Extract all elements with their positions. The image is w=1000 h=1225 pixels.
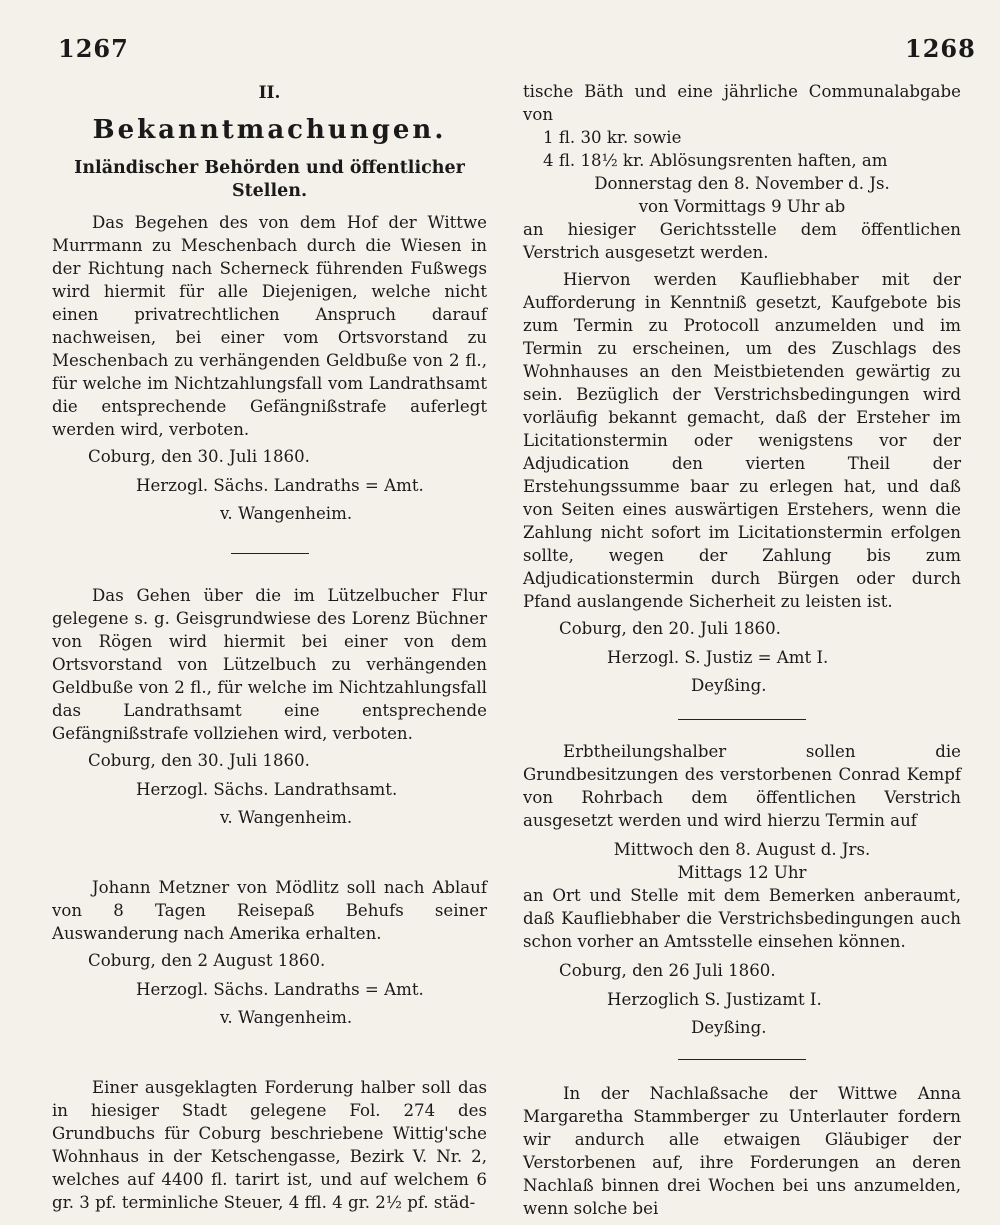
notice-6 (523, 1082, 961, 1220)
notice-4-authority: Herzogl. S. Justiz = Amt I. (607, 648, 829, 667)
notice-3-date: Coburg, den 2 August 1860. (88, 951, 326, 970)
notice-2 (52, 584, 487, 829)
notice-4-amount-1: 1 fl. 30 kr. sowie (543, 128, 682, 147)
divider (231, 553, 309, 554)
section-heading: Bekanntmachungen. (92, 115, 447, 145)
right-column (523, 80, 961, 1220)
divider-spacer (231, 1051, 309, 1052)
divider (678, 1059, 806, 1060)
notice-3-authority: Herzogl. Sächs. Landraths = Amt. (136, 980, 424, 999)
notice-3-text: Johann Metzner von Mödlitz soll nach Ablauf von 8 Tagen Reisepaß Behufs seiner Auswanderung nach Amerika erhalten. (52, 878, 487, 943)
notice-4-cont-text-2: an hiesiger Gerichtsstelle dem öffentlichen Verstrich ausgesetzt werden. (523, 220, 961, 262)
notice-5-authority: Herzoglich S. Justizamt I. (607, 990, 822, 1009)
notice-1-signer: v. Wangenheim. (220, 504, 353, 523)
notice-4-cont-text: tische Bäth und eine jährliche Communalabgabe von (523, 82, 961, 124)
notice-5-date: Coburg, den 26 Juli 1860. (559, 961, 776, 980)
notice-2-authority: Herzogl. Sächs. Landrathsamt. (136, 780, 398, 799)
notice-2-text: Das Gehen über die im Lützelbucher Flur gelegene s. g. Geisgrundwiese des Lorenz Büchner von Rögen wird hiermit bei einer von dem Ortsvorstand von Lützelbuch zu verhängenden Geldbuße von 2 fl., für welche im Nichtzahlungsfall das Landrathsamt eine entsprechende Gefängnißstrafe vollziehen wird, verboten. (52, 586, 487, 743)
notice-5-date-line-2: Mittags 12 Uhr (677, 863, 807, 882)
notice-1-date: Coburg, den 30. Juli 1860. (88, 447, 310, 466)
notice-4-signer: Deyßing. (691, 676, 767, 695)
left-column (52, 80, 487, 1214)
section-subheading: Inländischer Behörden und öffentlicher Stellen. (74, 158, 465, 201)
notice-4-amount-2: 4 fl. 18½ kr. Ablösungsrenten haften, am (543, 151, 888, 170)
divider (678, 719, 806, 720)
notice-4-continued (523, 80, 961, 697)
notice-5-text: Erbtheilungshalber sollen die Grundbesitzungen des verstorbenen Conrad Kempf von Rohrbach dem öffentlichen Verstrich ausgesetzt werden und wird hierzu Termin auf (523, 742, 961, 830)
notice-5-date-line-1: Mittwoch den 8. August d. Jrs. (613, 840, 871, 859)
notice-1-text: Das Begehen des von dem Hof der Wittwe Murrmann zu Meschenbach durch die Wiesen in der Richtung nach Scherneck führenden Fußwegs wird hiermit für alle Diejenigen, welche nicht einen privatrechtlichen Anspruch darauf nachweisen, bei einer vom Ortsvorstand zu Meschenbach zu verhängenden Geldbuße von 2 fl., für welche im Nichtzahlungsfall vom Landrathsamt die entsprechende Gefängnißstrafe auferlegt werden wird, verboten. (52, 213, 487, 439)
notice-4-date-line-1: Donnerstag den 8. November d. Js. (594, 174, 890, 193)
notice-2-date: Coburg, den 30. Juli 1860. (88, 751, 310, 770)
notice-4-date-line-2: von Vormittags 9 Uhr ab (638, 197, 846, 216)
notice-1-authority: Herzogl. Sächs. Landraths = Amt. (136, 476, 424, 495)
page-number-left: 1267 (58, 34, 129, 63)
notice-4 (52, 1076, 487, 1214)
notice-5 (523, 740, 961, 1039)
notice-1 (52, 211, 487, 525)
section-number: II. (258, 83, 281, 103)
notice-3 (52, 876, 487, 1029)
notice-4-text: Einer ausgeklagten Forderung halber soll das in hiesiger Stadt gelegene Fol. 274 des Grundbuchs für Coburg beschriebene Wittig'sche Wohnhaus in der Ketschengasse, Bezirk V. Nr. 2, welches auf 4400 fl. tarirt ist, und auf welchem 6 gr. 3 pf. terminliche Steuer, 4 ffl. 4 gr. 2½ pf. städ- (52, 1078, 487, 1212)
notice-2-signer: v. Wangenheim. (220, 808, 353, 827)
notice-4-date: Coburg, den 20. Juli 1860. (559, 619, 781, 638)
divider-spacer (231, 851, 309, 852)
notice-4-cont-text-3: Hiervon werden Kaufliebhaber mit der Aufforderung in Kenntniß gesetzt, Kaufgebote bis zum Termin zu Protocoll anzumelden und im Termin zu erscheinen, um des Zuschlags des Wohnhauses an den Meistbietenden gewärtig zu sein. Bezüglich der Verstrichsbedingungen wird vorläufig bekannt gemacht, daß der Ersteher im Licitationstermin oder wenigstens vor der Adjudication den vierten Theil der Erstehungssumme baar zu erlegen hat, und daß von Seiten eines auswärtigen Erstehers, wenn die Zahlung nicht sofort im Licitationstermin erfolgen sollte, wegen der Zahlung bis zum Adjudicationstermin durch Bürgen oder durch Pfand auslangende Sicherheit zu leisten ist. (523, 270, 961, 611)
notice-6-text: In der Nachlaßsache der Wittwe Anna Margaretha Stammberger zu Unterlauter fordern wir andurch alle etwaigen Gläubiger der Verstorbenen auf, ihre Forderungen an deren Nachlaß binnen drei Wochen bei uns anzumelden, wenn solche bei (523, 1084, 961, 1218)
notice-3-signer: v. Wangenheim. (220, 1008, 353, 1027)
notice-5-text-2: an Ort und Stelle mit dem Bemerken anberaumt, daß Kaufliebhaber die Verstrichsbedingungen auch schon vorher an Amtsstelle einsehen können. (523, 886, 961, 951)
notice-5-signer: Deyßing. (691, 1018, 767, 1037)
page-number-right: 1268 (905, 34, 976, 63)
